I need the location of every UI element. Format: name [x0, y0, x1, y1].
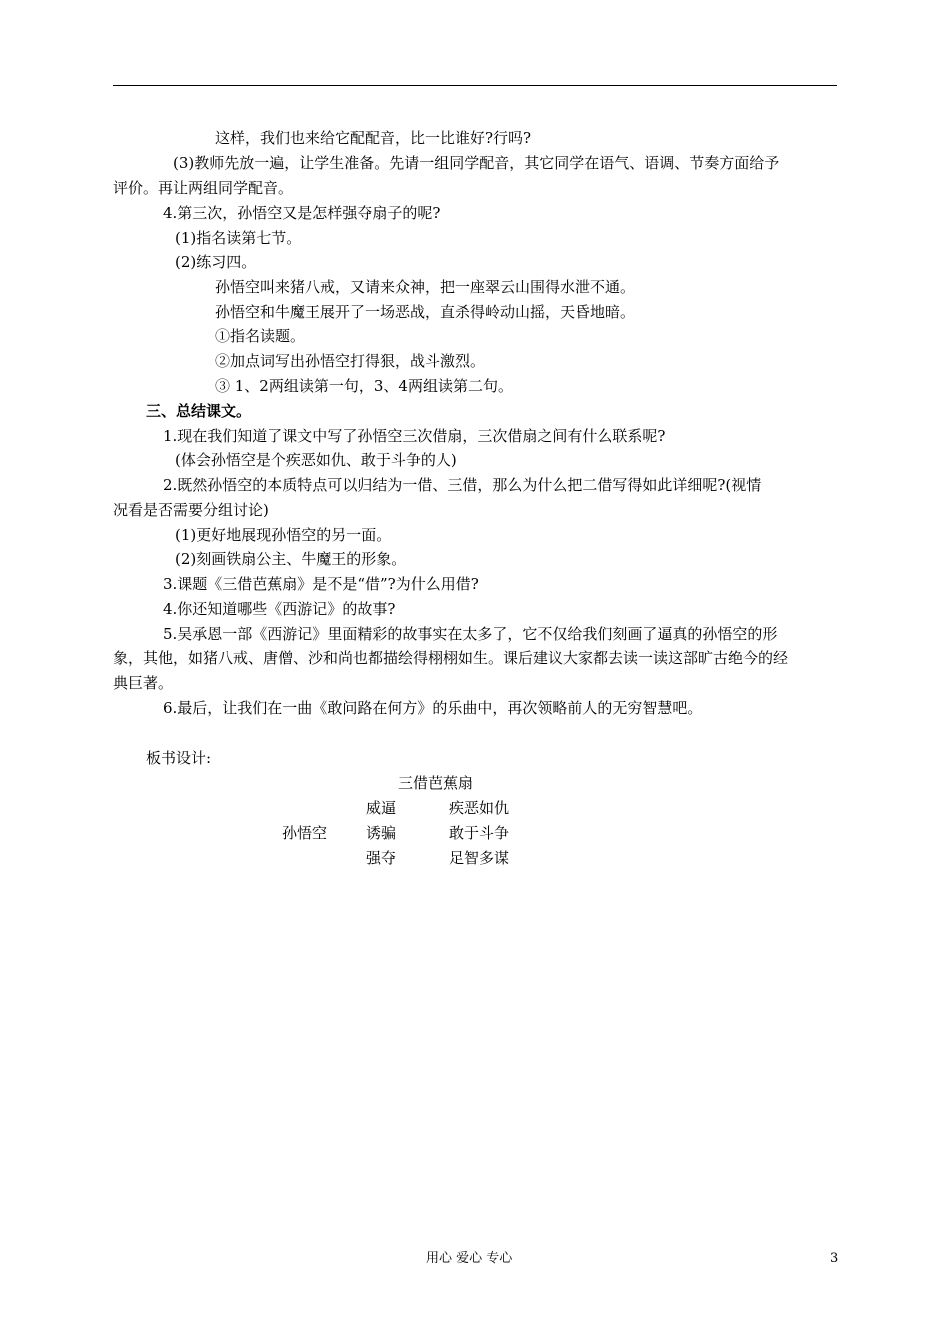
board-subject: 孙悟空 [282, 824, 328, 842]
board-action: 诱骗 [366, 824, 397, 842]
board-trait: 足智多谋 [449, 849, 510, 867]
text-line: 评价。再让两组同学配音。 [113, 179, 294, 197]
footer-text: 用心 爱心 专心 [426, 1251, 513, 1266]
text-line: 孙悟空和牛魔王展开了一场恶战，直杀得岭动山摇，天昏地暗。 [215, 303, 636, 321]
text-line: 6.最后，让我们在一曲《敢问路在何方》的乐曲中，再次领略前人的无穷智慧吧。 [163, 699, 703, 717]
text-line: 1.现在我们知道了课文中写了孙悟空三次借扇，三次借扇之间有什么联系呢? [163, 427, 666, 445]
text-line: 象，其他，如猪八戒、唐僧、沙和尚也都描绘得栩栩如生。课后建议大家都去读一读这部旷古绝今的经 [113, 649, 789, 667]
text-line: 3.课题《三借芭蕉扇》是不是“借”?为什么用借? [163, 575, 479, 593]
text-line: (1)更好地展现孙悟空的另一面。 [175, 526, 392, 544]
board-action: 强夺 [366, 849, 397, 867]
text-line: ③ 1、2两组读第一句，3、4两组读第二句。 [215, 377, 513, 395]
text-line: 况看是否需要分组讨论) [113, 501, 269, 519]
text-line: ②加点词写出孙悟空打得狠，战斗激烈。 [215, 352, 486, 370]
text-line: 5.吴承恩一部《西游记》里面精彩的故事实在太多了，它不仅给我们刻画了逼真的孙悟空的形 [163, 625, 778, 643]
board-action: 威逼 [366, 799, 397, 817]
page-number: 3 [830, 1251, 839, 1266]
text-line: (3)教师先放一遍，让学生准备。先请一组同学配音，其它同学在语气、语调、节奏方面给予 [173, 154, 780, 172]
section-heading: 三、总结课文。 [146, 402, 252, 420]
text-line: (1)指名读第七节。 [175, 229, 302, 247]
text-line: (2)刻画铁扇公主、牛魔王的形象。 [175, 550, 407, 568]
board-title: 三借芭蕉扇 [398, 774, 474, 792]
board-trait: 疾恶如仇 [449, 799, 510, 817]
board-label: 板书设计: [146, 749, 212, 767]
text-line: 2.既然孙悟空的本质特点可以归结为一借、三借，那么为什么把二借写得如此详细呢?(视情 [163, 476, 762, 494]
text-line: 典巨著。 [113, 674, 174, 692]
text-line: (2)练习四。 [175, 253, 257, 271]
text-line: 4.第三次，孙悟空又是怎样强夺扇子的呢? [163, 204, 441, 222]
text-line: (体会孙悟空是个疾恶如仇、敢于斗争的人) [175, 451, 457, 469]
text-line: ①指名读题。 [215, 327, 306, 345]
text-line: 孙悟空叫来猪八戒，又请来众神，把一座翠云山围得水泄不通。 [215, 278, 636, 296]
text-line: 这样，我们也来给它配配音，比一比谁好?行吗? [215, 129, 532, 147]
board-trait: 敢于斗争 [449, 824, 510, 842]
header-rule [113, 85, 837, 86]
text-line: 4.你还知道哪些《西游记》的故事? [163, 600, 396, 618]
